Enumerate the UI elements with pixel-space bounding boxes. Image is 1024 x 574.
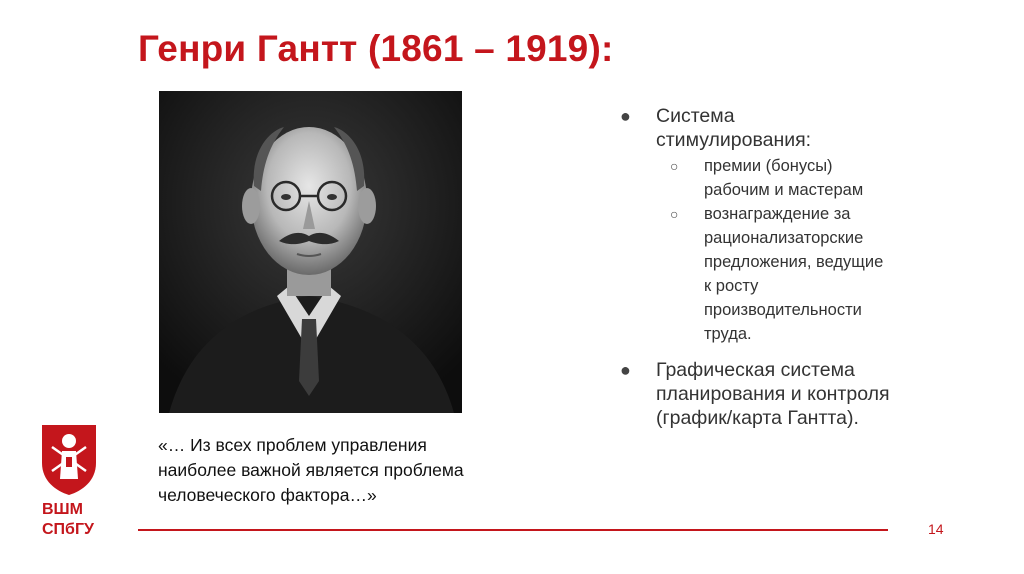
logo-line: ВШМ	[42, 501, 83, 518]
bullet-line: стимулирования:	[656, 129, 812, 151]
bullet-dot-icon: ●	[620, 106, 631, 126]
sub-bullet-line: рабочим и мастерам	[704, 181, 864, 199]
slide-title: Генри Гантт (1861 – 1919):	[138, 28, 614, 69]
footer-divider	[138, 529, 888, 531]
page-number: 14	[928, 521, 944, 537]
logo-text	[42, 500, 112, 540]
sub-bullet-ring-icon: ○	[670, 206, 679, 222]
sub-bullet-item	[620, 202, 950, 346]
sub-bullet-item	[620, 154, 950, 202]
quote-line: наиболее важной является проблема	[158, 460, 464, 480]
bullet-dot-icon: ●	[620, 360, 631, 380]
quote-text	[158, 433, 518, 508]
bullet-line: Графическая система	[656, 359, 855, 381]
sub-bullet-line: к росту	[704, 277, 759, 295]
bullet-item	[620, 358, 950, 430]
logo-line: СПбГУ	[42, 521, 94, 538]
quote-line: человеческого фактора…»	[158, 485, 377, 505]
bullet-item	[620, 104, 950, 152]
bullet-line: (график/карта Гантта).	[656, 407, 859, 429]
bullet-line: планирования и контроля	[656, 383, 890, 405]
sub-bullet-line: производительности	[704, 301, 862, 319]
university-crest-icon	[38, 421, 100, 502]
bullet-list	[620, 104, 950, 430]
portrait-photo	[159, 91, 462, 413]
sub-bullet-list	[620, 154, 950, 346]
sub-bullet-line: рационализаторские	[704, 229, 864, 247]
sub-bullet-line: вознаграждение за	[704, 205, 851, 223]
sub-bullet-line: предложения, ведущие	[704, 253, 884, 271]
bullet-line: Система	[656, 105, 735, 127]
sub-bullet-ring-icon: ○	[670, 158, 679, 174]
sub-bullet-line: премии (бонусы)	[704, 157, 833, 175]
quote-line: «… Из всех проблем управления	[158, 435, 427, 455]
sub-bullet-line: труда.	[704, 325, 752, 343]
